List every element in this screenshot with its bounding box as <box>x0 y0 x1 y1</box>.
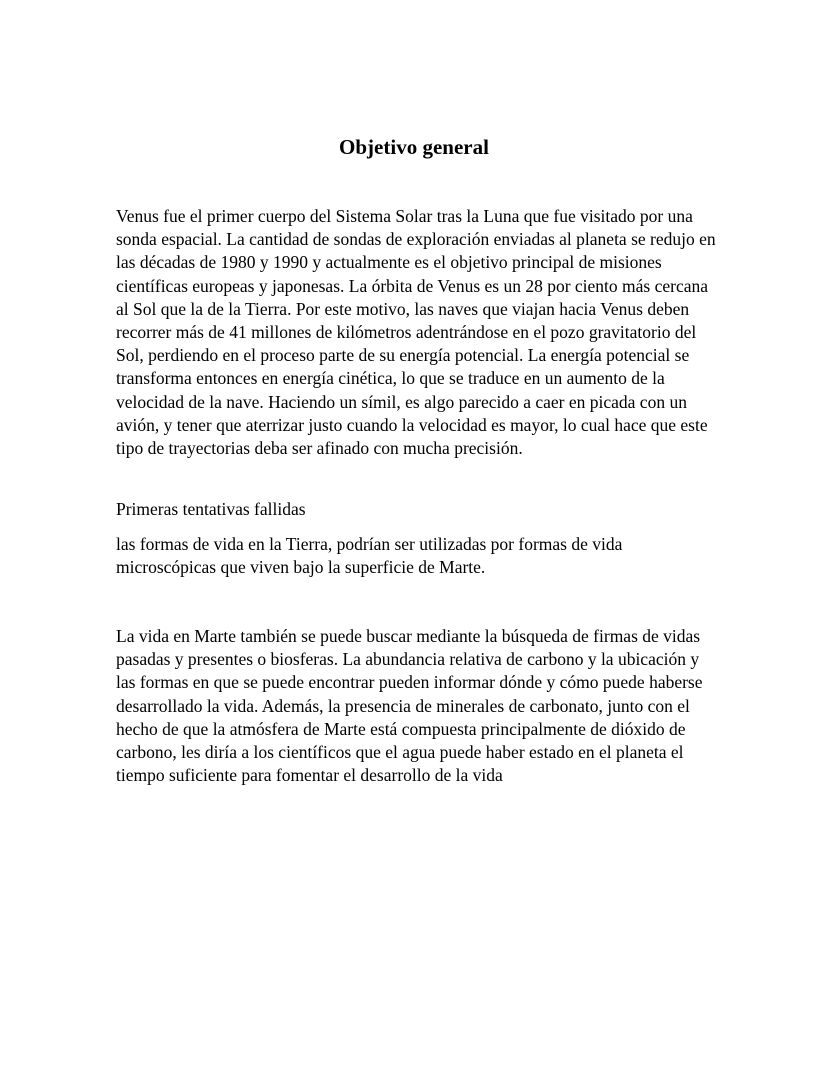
paragraph-first-attempts-heading: Primeras tentativas fallidas <box>116 499 306 519</box>
paragraph-life-forms: las formas de vida en la Tierra, podrían ser utilizadas por formas de vida microscópicas que viven bajo la superficie de Marte. <box>116 534 623 578</box>
paragraph-life-on-mars: La vida en Marte también se puede buscar mediante la búsqueda de firmas de vidas pasadas y presentes o biosferas. La abundancia relativa de carbono y la ubicación y las formas en que se puede encontrar pueden informar dónde y cómo puede haberse desarrollado la vida. Además, la presencia de minerales de carbonato, junto con el hecho de que la atmósfera de Marte está compuesta principalmente de dióxido de carbono, les diría a los científicos que el agua puede haber estado en el planeta el tiempo suficiente para fomentar el desarrollo de la vida <box>116 626 703 786</box>
page-title: Objetivo general <box>339 135 489 159</box>
paragraph-venus-exploration: Venus fue el primer cuerpo del Sistema Solar tras la Luna que fue visitado por una sonda espacial. La cantidad de sondas de exploración enviadas al planeta se redujo en las décadas de 1980 y 1990 y actualmente es el objetivo principal de misiones científicas europeas y japonesas. La órbita de Venus es un 28 por ciento más cercana al Sol que la de la Tierra. Por este motivo, las naves que viajan hacia Venus deben recorrer más de 41 millones de kilómetros adentrándose en el pozo gravitatorio del Sol, perdiendo en el proceso parte de su energía potencial. La energía potencial se transforma entonces en energía cinética, lo que se traduce en un aumento de la velocidad de la nave. Haciendo un símil, es algo parecido a caer en picada con un avión, y tener que aterrizar justo cuando la velocidad es mayor, lo cual hace que este tipo de trayectorias deba ser afinado con mucha precisión. <box>116 206 716 459</box>
